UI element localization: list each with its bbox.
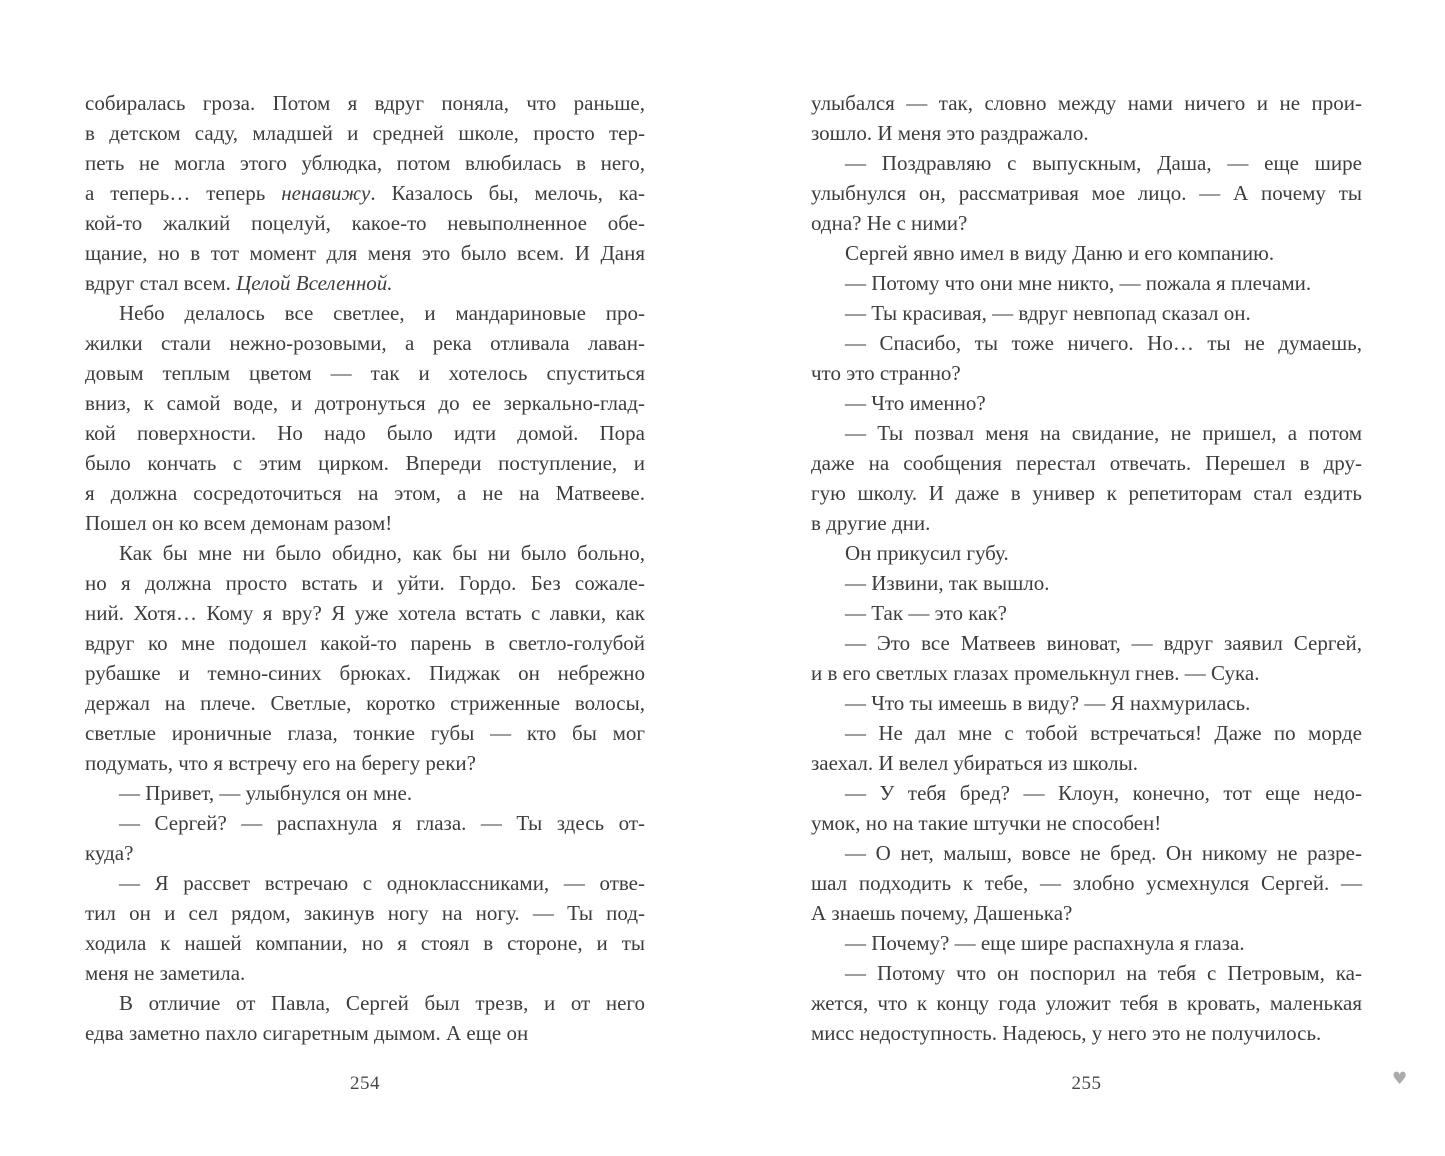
page-number-left: 254 (350, 1073, 380, 1094)
paragraph (811, 718, 1362, 778)
text-line: было кончать с этим цирком. Впереди поступление, и (85, 451, 645, 475)
text-line: — Это все Матвеев виноват, — вдруг заявил Сергей, (845, 631, 1362, 655)
paragraph (811, 148, 1362, 238)
paragraph (85, 88, 645, 298)
text-line: Сергей явно имел в виду Даню и его компанию. (845, 241, 1275, 265)
text-line: заехал. И велел убираться из школы. (811, 751, 1138, 775)
text-line: — Ты позвал меня на свидание, не пришел, а потом (845, 421, 1362, 445)
text-line: и в его светлых глазах промелькнул гнев. — Сука. (811, 661, 1260, 685)
paragraph (85, 988, 645, 1048)
paragraph (85, 298, 645, 538)
paragraph (811, 928, 1362, 958)
paragraph (85, 808, 645, 868)
text-line: даже на сообщения перестал отвечать. Перешел в дру- (811, 451, 1362, 475)
text-line: я должна сосредоточиться на этом, а не на Матвееве. (85, 481, 645, 505)
text-line: — Что именно? (845, 391, 986, 415)
text-line: — Поздравляю с выпускным, Даша, — еще шире (845, 151, 1362, 175)
text-line: ходила к нашей компании, но я стоял в стороне, и ты (85, 931, 645, 955)
text-line: Пошел он ко всем демонам разом! (85, 511, 393, 535)
text-line: — Потому что он поспорил на тебя с Петровым, ка- (845, 961, 1362, 985)
text-line: А знаешь почему, Дашенька? (811, 901, 1073, 925)
paragraph (85, 778, 645, 808)
text-line: мисс недоступность. Надеюсь, у него это не получилось. (811, 1021, 1322, 1045)
text-line: в другие дни. (811, 511, 931, 535)
book-page-right (811, 88, 1362, 1048)
paragraph (811, 958, 1362, 1048)
text-line: — Потому что они мне никто, — пожала я плечами. (845, 271, 1312, 295)
text-line: щание, но в тот момент для меня это было всем. И Даня (85, 241, 645, 265)
text-line: — У тебя бред? — Клоун, конечно, тот еще недо- (845, 781, 1362, 805)
favorite-heart-icon[interactable]: ♥ (1392, 1069, 1408, 1089)
text-line: но я должна просто встать и уйти. Гордо. Без сожале- (85, 571, 645, 595)
text-line: одна? Не с ними? (811, 211, 968, 235)
text-line: ний. Хотя… Кому я вру? Я уже хотела встать с лавки, как (85, 601, 645, 625)
text-line: улыбнулся он, рассматривая мое лицо. — А почему ты (811, 181, 1362, 205)
page-number-right: 255 (1071, 1073, 1102, 1094)
text-line: петь не могла этого ублюдка, потом влюбилась в него, (85, 151, 645, 175)
text-line: жилки стали нежно-розовыми, а река отливала лаван- (85, 331, 645, 355)
text-line: жется, что к концу года уложит тебя в кровать, маленькая (811, 991, 1362, 1015)
book-page-left (85, 88, 645, 1048)
paragraph (85, 868, 645, 988)
text-line: Небо делалось все светлее, и мандариновые про- (119, 301, 645, 325)
text-line: вдруг ко мне подошел какой-то парень в светло-голубой (85, 631, 645, 655)
text-line: а теперь… теперь ненавижу. Казалось бы, мелочь, ка- (85, 181, 645, 205)
text-line: рубашке и темно-синих брюках. Пиджак он небрежно (85, 661, 645, 685)
text-line: гую школу. И даже в универ к репетиторам стал ездить (811, 481, 1362, 505)
text-line: — Спасибо, ты тоже ничего. Но… ты не думаешь, (845, 331, 1362, 355)
text-line: — Ты красивая, — вдруг невпопад сказал он. (845, 301, 1251, 325)
paragraph (811, 238, 1362, 268)
text-line: едва заметно пахло сигаретным дымом. А еще он (85, 1021, 529, 1045)
text-line: — Так — это как? (845, 601, 1007, 625)
text-line: умок, но на такие штучки не способен! (811, 811, 1162, 835)
text-line: тил он и сел рядом, закинув ногу на ногу. — Ты под- (85, 901, 645, 925)
text-line: подумать, что я встречу его на берегу реки? (85, 751, 476, 775)
paragraph (85, 538, 645, 778)
text-line: светлые ироничные глаза, тонкие губы — кто бы мог (85, 721, 645, 745)
text-line: — Я рассвет встречаю с одноклассниками, — отве- (119, 871, 645, 895)
paragraph (811, 298, 1362, 328)
paragraph (811, 778, 1362, 838)
text-line: зошло. И меня это раздражало. (811, 121, 1089, 145)
text-line: — Почему? — еще шире распахнула я глаза. (845, 931, 1245, 955)
text-line: — Извини, так вышло. (845, 571, 1050, 595)
paragraph (811, 598, 1362, 628)
text-line: — Не дал мне с тобой встречаться! Даже по морде (845, 721, 1362, 745)
text-line: В отличие от Павла, Сергей был трезв, и от него (119, 991, 645, 1015)
paragraph (811, 268, 1362, 298)
text-line: — О нет, малыш, вовсе не бред. Он никому не разре- (845, 841, 1362, 865)
paragraph (811, 328, 1362, 388)
text-line: куда? (85, 841, 134, 865)
paragraph (811, 838, 1362, 928)
paragraph (811, 628, 1362, 688)
paragraph (811, 88, 1362, 148)
text-line: — Сергей? — распахнула я глаза. — Ты здесь от- (119, 811, 645, 835)
text-line: что это странно? (811, 361, 961, 385)
text-line: вдруг стал всем. Целой Вселенной. (85, 271, 393, 295)
text-line: довым теплым цветом — так и хотелось спуститься (85, 361, 645, 385)
text-line: кой поверхности. Но надо было идти домой. Пора (85, 421, 645, 445)
text-line: кой-то жалкий поцелуй, какое-то невыполненное обе- (85, 211, 645, 235)
paragraph (811, 418, 1362, 538)
text-line: — Привет, — улыбнулся он мне. (119, 781, 413, 805)
paragraph (811, 688, 1362, 718)
text-line: собиралась гроза. Потом я вдруг поняла, что раньше, (85, 91, 645, 115)
text-line: в детском саду, младшей и средней школе, просто тер- (85, 121, 645, 145)
text-line: меня не заметила. (85, 961, 246, 985)
paragraph (811, 538, 1362, 568)
text-line: — Что ты имеешь в виду? — Я нахмурилась. (845, 691, 1251, 715)
paragraph (811, 388, 1362, 418)
text-line: улыбался — так, словно между нами ничего и не прои- (811, 91, 1362, 115)
text-line: вниз, к самой воде, и дотронуться до ее зеркально-глад- (85, 391, 645, 415)
paragraph (811, 568, 1362, 598)
text-line: шал подходить к тебе, — злобно усмехнулся Сергей. — (811, 871, 1362, 895)
text-line: Он прикусил губу. (845, 541, 1009, 565)
text-line: Как бы мне ни было обидно, как бы ни было больно, (119, 541, 645, 565)
text-line: держал на плече. Светлые, коротко стриженные волосы, (85, 691, 645, 715)
